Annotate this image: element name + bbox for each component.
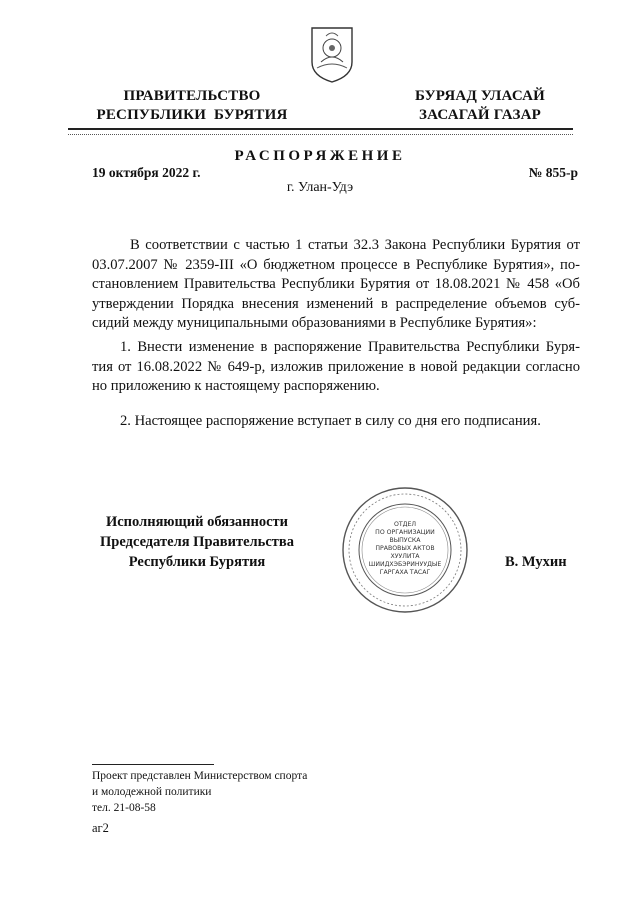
paragraph-item-1 <box>92 338 580 397</box>
government-name-ru-line1: ПРАВИТЕЛЬСТВО <box>123 88 261 104</box>
stamp-line: ОТДЕЛ <box>393 521 417 528</box>
government-name-ru <box>92 87 292 125</box>
document-date: 19 октября 2022 г. <box>92 165 201 180</box>
document-title: РАСПОРЯЖЕНИЕ <box>234 148 406 164</box>
paragraph-preamble <box>92 236 580 334</box>
paragraph-line: 1. Внести изменение в распоряжение Правительства Республики Буря- <box>120 339 580 355</box>
footer-line1: Проект представлен Министерством спорта <box>92 770 308 782</box>
government-name-bua-line1: БУРЯАД УЛАСАЙ <box>414 88 546 104</box>
document-number: № 855-р <box>528 165 578 180</box>
stamp-line: ВЫПУСКА <box>389 537 421 544</box>
paragraph-line: утверждении Порядка внесения изменений в распределение объемов суб- <box>92 295 580 312</box>
coat-of-arms-icon <box>307 24 357 84</box>
footer-divider <box>92 764 214 765</box>
signatory-position-line1: Исполняющий обязанности <box>105 514 289 530</box>
header-divider-dotted <box>68 134 573 135</box>
paragraph-line: В соответствии с частью 1 статьи 32.3 Закона Республики Бурятия от <box>130 237 580 253</box>
signatory-position-line3: Республики Бурятия <box>128 554 266 570</box>
footer-line3: тел. 21-08-58 <box>92 802 156 814</box>
government-name-ru-line2: РЕСПУБЛИКИ БУРЯТИЯ <box>96 107 288 123</box>
stamp-line: ПО ОРГАНИЗАЦИИ <box>375 529 435 536</box>
paragraph-line: сидий между муниципальными образованиями в Республике Бурятия»: <box>92 315 537 332</box>
paragraph-line: 2. Настоящее распоряжение вступает в силу со дня его подписания. <box>120 413 541 429</box>
stamp-line: ХУУЛИТА <box>390 553 420 560</box>
paragraph-item-2 <box>92 412 580 432</box>
document-city: г. Улан-Удэ <box>286 180 354 195</box>
paragraph-line: тия от 16.08.2022 № 649-р, изложив приложение в новой редакции согласно <box>92 358 580 375</box>
signatory-position <box>88 512 306 572</box>
stamp-line: ГАРГАХА ТАСАГ <box>379 569 431 576</box>
footer-line2: и молодежной политики <box>92 786 212 798</box>
signatory-name: В. Мухин <box>505 554 567 570</box>
paragraph-line: становлением Правительства Республики Бурятия от 18.08.2021 № 458 «Об <box>92 276 580 293</box>
government-name-bua <box>405 87 555 125</box>
paragraph-line: 03.07.2007 № 2359-III «О бюджетном процессе в Республике Бурятия», по- <box>92 256 580 273</box>
footer-note <box>92 768 307 816</box>
stamp-line: ПРАВОВЫХ АКТОВ <box>375 545 435 552</box>
official-stamp <box>340 485 470 615</box>
government-name-bua-line2: ЗАСАГАЙ ГАЗАР <box>419 107 541 123</box>
paragraph-line: но приложению к настоящему распоряжению. <box>92 378 380 395</box>
stamp-inner-text <box>360 521 450 577</box>
signatory-position-line2: Председателя Правительства <box>100 534 294 550</box>
header-divider <box>68 128 573 130</box>
footer-code: аг2 <box>92 821 109 835</box>
stamp-line: ШИИДХЭБЭРИНУУДЫЕ <box>368 561 442 568</box>
